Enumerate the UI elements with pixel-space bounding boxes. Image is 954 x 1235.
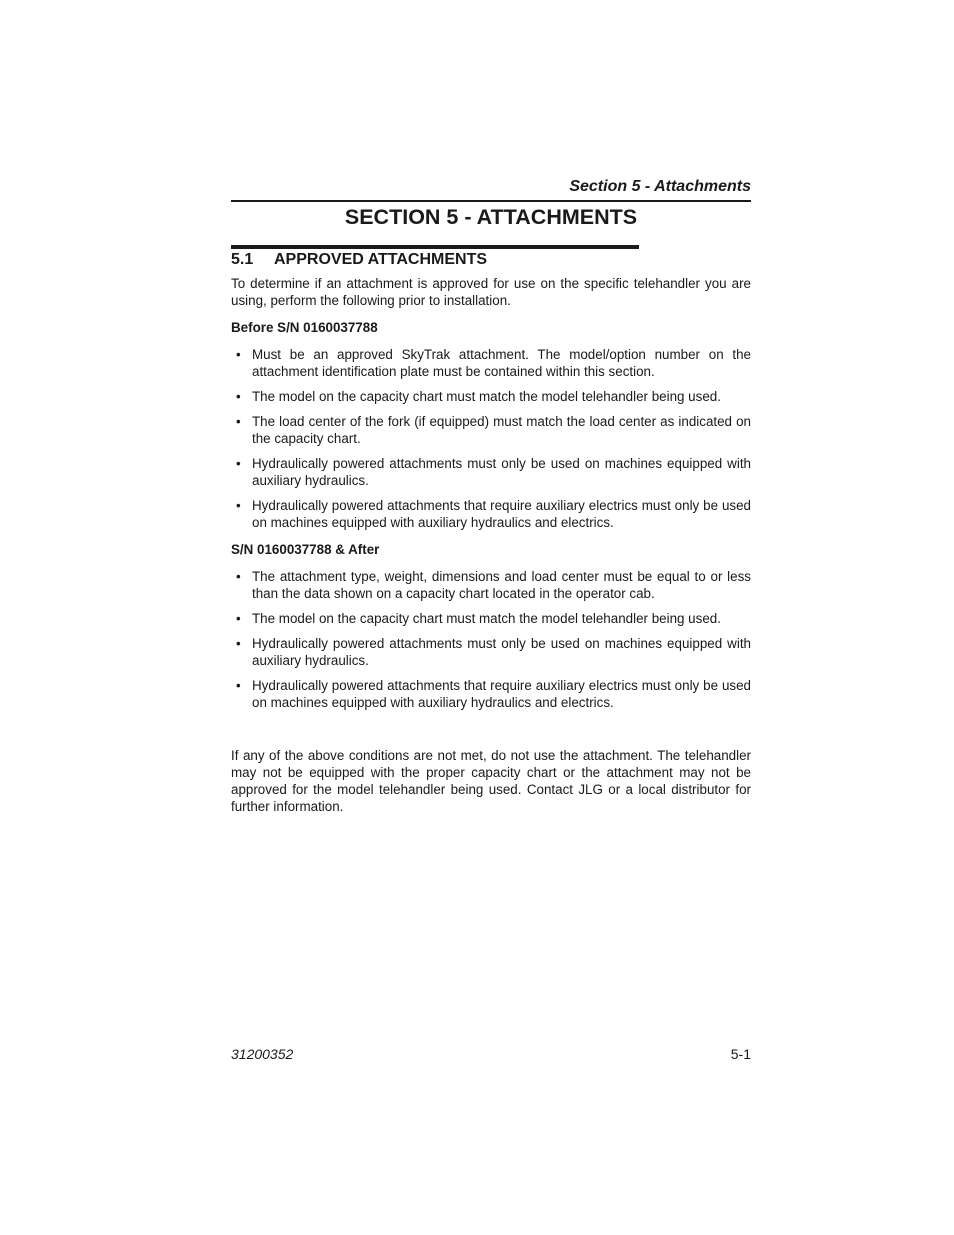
running-head: Section 5 - Attachments bbox=[569, 178, 751, 195]
bullet-icon: • bbox=[236, 498, 241, 513]
bullet-icon: • bbox=[236, 636, 241, 651]
body-content bbox=[231, 275, 751, 815]
bullet-icon: • bbox=[236, 611, 241, 626]
list-item: • Hydraulically powered attachments that require auxiliary electrics must only be used on machines equipped with auxiliary hydraulics and electrics. bbox=[236, 498, 751, 530]
bullet-icon: • bbox=[236, 569, 241, 584]
list-item: • The model on the capacity chart must match the model telehandler being used. bbox=[236, 611, 721, 626]
closing-paragraph: If any of the above conditions are not met, do not use the attachment. The telehandler may not be equipped with the proper capacity chart or the attachment may not be approved for the model telehandler being used. Contact JLG or a local distributor for further information. bbox=[231, 748, 751, 814]
manual-page bbox=[231, 0, 751, 1235]
after-sn-heading: S/N 0160037788 & After bbox=[231, 542, 380, 557]
list-item: • Hydraulically powered attachments that require auxiliary electrics must only be used on machines equipped with auxiliary hydraulics and electrics. bbox=[236, 678, 751, 710]
intro-paragraph: To determine if an attachment is approved for use on the specific telehandler you are using, perform the following prior to installation. bbox=[231, 276, 751, 308]
bullet-icon: • bbox=[236, 414, 241, 429]
before-sn-list bbox=[231, 346, 751, 531]
bullet-icon: • bbox=[236, 347, 241, 362]
section-title-rule bbox=[231, 245, 639, 249]
list-item: • Hydraulically powered attachments must only be used on machines equipped with auxiliary hydraulics. bbox=[236, 456, 751, 488]
list-item: • The model on the capacity chart must match the model telehandler being used. bbox=[236, 389, 721, 404]
bullet-icon: • bbox=[236, 678, 241, 693]
subsection-number: 5.1 bbox=[231, 251, 254, 268]
list-item: • Must be an approved SkyTrak attachment. The model/option number on the attachment identification plate must be contained within this section. bbox=[236, 347, 751, 379]
after-sn-list bbox=[231, 568, 751, 711]
bullet-icon: • bbox=[236, 456, 241, 471]
header-rule bbox=[231, 200, 751, 202]
page-number: 5-1 bbox=[730, 1046, 751, 1062]
list-item: • The attachment type, weight, dimensions and load center must be equal to or less than the data shown on a capacity chart located in the operator cab. bbox=[236, 569, 751, 601]
before-sn-heading: Before S/N 0160037788 bbox=[231, 320, 378, 335]
subsection-heading bbox=[231, 250, 487, 270]
doc-number: 31200352 bbox=[231, 1046, 294, 1062]
subsection-title: APPROVED ATTACHMENTS bbox=[274, 251, 488, 268]
list-item: • The load center of the fork (if equipped) must match the load center as indicated on the capacity chart. bbox=[236, 414, 751, 446]
list-item: • Hydraulically powered attachments must only be used on machines equipped with auxiliary hydraulics. bbox=[236, 636, 751, 668]
section-title: SECTION 5 - ATTACHMENTS bbox=[344, 205, 638, 229]
bullet-icon: • bbox=[236, 389, 241, 404]
